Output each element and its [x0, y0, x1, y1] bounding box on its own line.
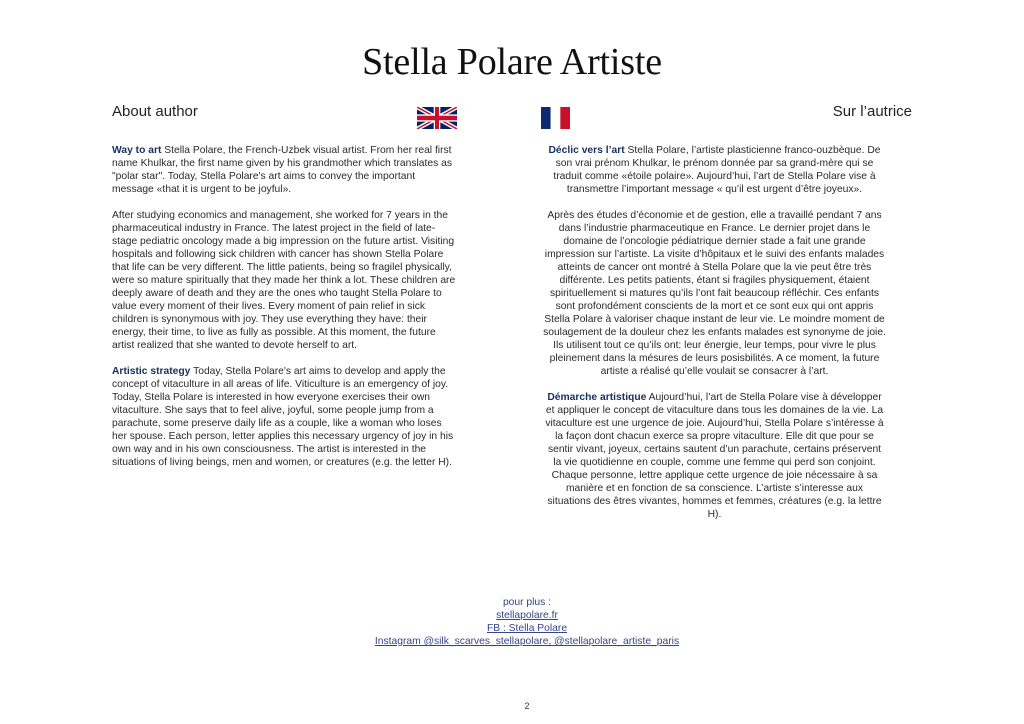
sur-lautrice-heading: Sur l’autrice	[832, 103, 912, 120]
facebook-link[interactable]: FB : Stella Polare	[486, 623, 568, 634]
paragraph-artistic-strategy	[112, 365, 456, 469]
footer-links	[0, 596, 1024, 648]
pour-plus-label: pour plus :	[502, 597, 552, 608]
about-author-heading: About author	[112, 103, 198, 120]
instagram-link[interactable]: Instagram @silk_scarves_stellapolare, @stellapolare_artiste_paris	[374, 636, 680, 647]
paragraph-declic	[543, 144, 886, 196]
demarche-text: Aujourd’hui, l’art de Stella Polare vise à développer et appliquer le concept de vitaculture dans tous les domaines de la vie. La vitaculture est une urgence de joie. Aujourd’hui, Stella Polare s’intéresse à la façon dont chacun exerce sa propre vitaculture. Elle dit que pour se sentir vivant, joyeux, certains sautent d’un parachute, certains préservent la vie quotidienne en couple, comme une femme qui perd son conjoint. Chaque personne, lettre applique cette urgence de joie nécessaire à sa manière et en fonction de sa conscience. L’artiste s’interesse aux situations des êtres vivantes, hommes et femmes, créatures (e.g. la lettre H).	[545, 392, 884, 520]
way-to-art-lead: Way to art	[112, 145, 162, 156]
french-column	[543, 144, 886, 534]
artistic-strategy-text: Today, Stella Polare's art aims to develop and apply the concept of vitaculture in all areas of life. Viticulture is an emergency of joy. Today, Stella Polare is interested in how everyone exercises their own vitaculture. She says that to feel alive, joyful, some people jump from a parachute, some preserve daily life as a couple, like a woman who loses her spouse. Each person, letter applies this necessary urgency of joy in his own way and in his own consciousness. The artist is interested in the situations of living beings, men and women, or creatures (e.g. the letter H).	[112, 366, 454, 468]
paragraph-biography: After studying economics and management, she worked for 7 years in the pharmaceutical industry in France. The latest project in the field of late-stage pediatric oncology made a big impression on the future artist. Visiting hospitals and following sick children with cancer has shown Stella Polare that life can be very different. The little patients, being so fragilel physically, were so mature spiritually that they made her think a lot. These children are deeply aware of death and they are the ones who taught Stella Polare to value every moment of their lives. Every moment of pain relief in sick children is synonymous with joy. They use everything they have: their energy, their time, to live as fully as possible. At this moment, the future artist realized that she wanted to devote herself to art.	[112, 210, 456, 351]
declic-lead: Déclic vers l’art	[548, 145, 625, 156]
demarche-lead: Démarche artistique	[547, 392, 647, 403]
paragraph-biographie: Après des études d’économie et de gestion, elle a travaillé pendant 7 ans dans l’industrie pharmaceutique en France. Le dernier projet dans le domaine de l’oncologie pédiatrique dernier stade a fait une grande impression sur l’artiste. La visite d’hôpitaux et le suivi des enfants malades atteints de cancer ont montré à Stella Polare que la vie peut être très différente. Les petits patients, étant si fragiles physiquement, étaient spirituellement si matures qu’ils l’ont fait beaucoup réfléchir. Ces enfants sont profondément conscients de la mort et ce sont eux qui ont appris Stella Polare à valoriser chaque instant de leur vie. Le moindre moment de soulagement de la douleur chez les enfants malades est synonyme de joie. Ils utilisent tout ce qu’ils ont: leur énergie, leur temps, pour vivre le plus pleinement dans la mésures de leurs posisbilités. A ce moment, la future artiste a réalisé qu’elle voulait se consacrer à l’art.	[543, 210, 886, 377]
website-link[interactable]: stellapolare.fr	[496, 610, 558, 621]
page-number: 2	[524, 701, 530, 711]
page-title: Stella Polare Artiste	[362, 41, 662, 83]
uk-flag-icon[interactable]	[417, 107, 457, 129]
english-column	[112, 144, 456, 482]
way-to-art-text: Stella Polare, the French-Uzbek visual artist. From her real first name Khulkar, the first name given by his grandmother which translates as "polar star". Today, Stella Polare's art aims to convey the important message «that it is urgent to be joyful».	[112, 145, 452, 195]
paragraph-way-to-art	[112, 144, 456, 196]
paragraph-demarche	[543, 391, 886, 521]
declic-text: Stella Polare, l’artiste plasticienne franco-ouzbèque. De son vrai prénom Khulkar, le prénom donnée par sa grand-mère qui se traduit comme «étoile polaire». Aujourd’hui, l’art de Stella Polare vise à transmettre l’important message « qu’il est urgent d’être joyeux».	[553, 145, 881, 195]
artistic-strategy-lead: Artistic strategy	[112, 366, 191, 377]
french-flag-icon[interactable]	[541, 107, 570, 129]
